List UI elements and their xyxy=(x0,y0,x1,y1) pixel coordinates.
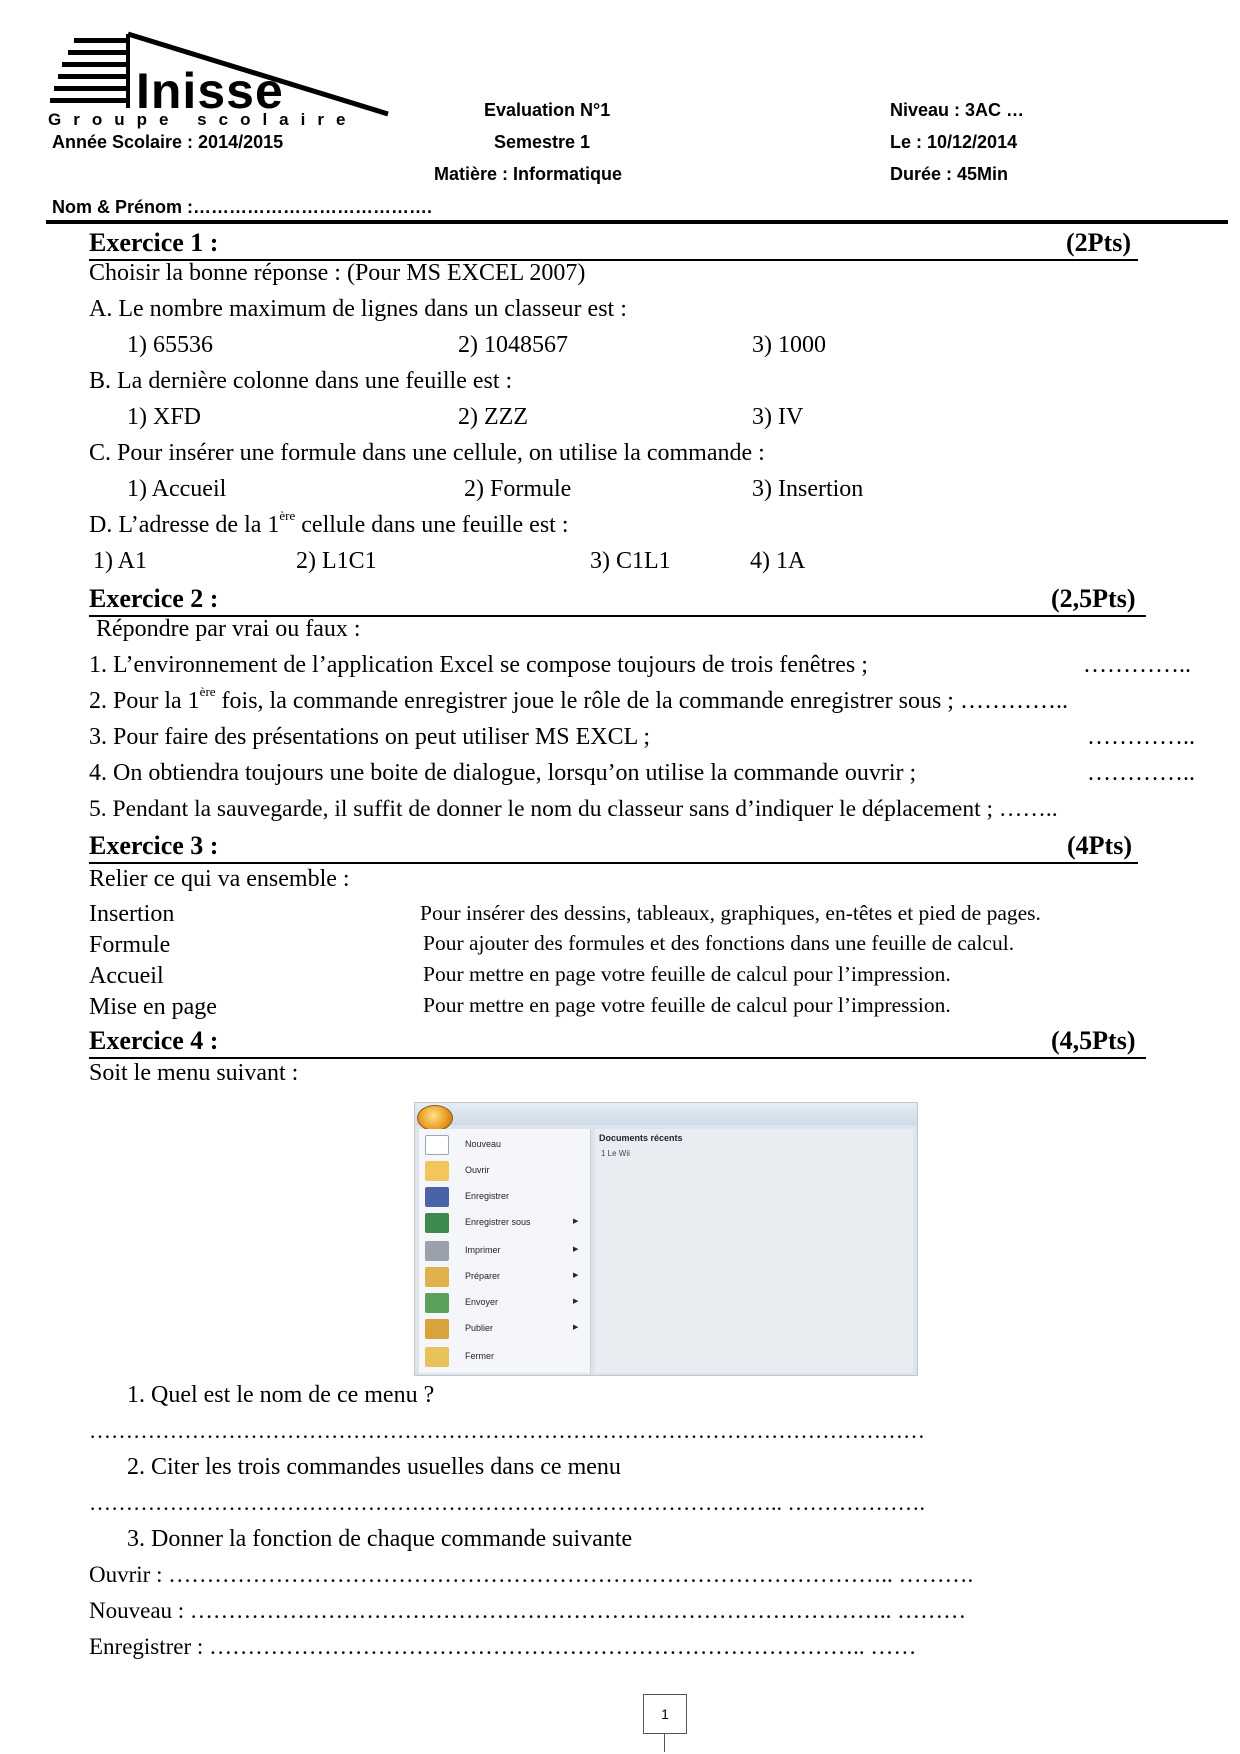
ex4-answer-2[interactable]: ………………………………………………………………………………….. ………………. xyxy=(89,1490,925,1515)
header-divider xyxy=(46,220,1228,224)
ex4-instruction: Soit le menu suivant : xyxy=(89,1060,299,1086)
level: Niveau : 3AC … xyxy=(890,100,1025,120)
office-menu xyxy=(419,1129,591,1373)
ex1-qD-pre: D. L’adresse de la 1 xyxy=(89,512,280,538)
ex3-left-3[interactable]: Accueil xyxy=(89,963,164,989)
ex1-qB-option3[interactable]: 3) IV xyxy=(752,404,804,430)
school-year: Année Scolaire : 2014/2015 xyxy=(52,132,284,152)
menu-item-ouvrir: Ouvrir xyxy=(425,1159,589,1183)
ex1-qC-option2[interactable]: 2) Formule xyxy=(464,476,572,502)
logo xyxy=(48,28,393,138)
ex2-statement-4: 4. On obtiendra toujours une boite de dialogue, lorsqu’on utilise la commande ouvrir ; xyxy=(89,760,917,786)
ex2-answer-4[interactable]: ………….. xyxy=(1087,760,1195,786)
date: Le : 10/12/2014 xyxy=(890,132,1018,152)
ex2-statement-5: 5. Pendant la sauvegarde, il suffit de donner le nom du classeur sans d’indiquer le déplacement ; …….. xyxy=(89,796,1058,822)
ex1-qA-option3[interactable]: 3) 1000 xyxy=(752,332,826,358)
menu-item-publier: Publier ▶ xyxy=(425,1317,589,1341)
ex1-qD-post: cellule dans une feuille est : xyxy=(295,512,569,538)
menu-item-enregistrer: Enregistrer xyxy=(425,1185,589,1209)
ex4-underline xyxy=(89,1057,1146,1059)
menu-item-imprimer: Imprimer ▶ xyxy=(425,1239,589,1263)
recent-documents-title: Documents récents xyxy=(599,1133,683,1143)
ex2-title: Exercice 2 : xyxy=(89,584,219,613)
ex2-s2-post: fois, la commande enregistrer joue le rôle de la commande enregistrer sous ; ………….. xyxy=(215,688,1068,714)
ex4-points: (4,5Pts) xyxy=(1051,1026,1136,1055)
quick-access-toolbar xyxy=(415,1103,917,1125)
ex4-line-ouvrir[interactable]: Ouvrir : ………………………………………………………………………………….. ………. xyxy=(89,1562,974,1587)
ex3-right-1[interactable]: Pour insérer des dessins, tableaux, graphiques, en-têtes et pied de pages. xyxy=(420,901,1041,925)
prepare-icon xyxy=(425,1267,449,1287)
ex2-statement-1: 1. L’environnement de l’application Excel se compose toujours de trois fenêtres ; xyxy=(89,652,868,678)
recent-document-item: 1 Le Wii xyxy=(601,1149,630,1158)
ex3-instruction: Relier ce qui va ensemble : xyxy=(89,866,350,892)
duration: Durée : 45Min xyxy=(890,164,1009,184)
ex3-right-3[interactable]: Pour mettre en page votre feuille de calcul pour l’impression. xyxy=(423,962,951,986)
ex1-qC-option3[interactable]: 3) Insertion xyxy=(752,476,864,502)
name-field[interactable]: Nom & Prénom :…………………………………. xyxy=(52,197,433,217)
ex3-left-1[interactable]: Insertion xyxy=(89,901,175,927)
folder-icon xyxy=(425,1161,449,1181)
menu-item-nouveau: Nouveau xyxy=(425,1133,589,1157)
menu-item-envoyer: Envoyer ▶ xyxy=(425,1291,589,1315)
page-number-tick xyxy=(664,1734,665,1752)
ex2-points: (2,5Pts) xyxy=(1051,584,1136,613)
ex1-qB: B. La dernière colonne dans une feuille est : xyxy=(89,368,513,394)
new-document-icon xyxy=(425,1135,449,1155)
ex4-line-nouveau[interactable]: Nouveau : ……………………………………………………………………………….. ……… xyxy=(89,1598,967,1623)
close-folder-icon xyxy=(425,1347,449,1367)
ex4-line-enregistrer[interactable]: Enregistrer : ………………………………………………………………………….. …… xyxy=(89,1634,917,1659)
ex1-qB-option2[interactable]: 2) ZZZ xyxy=(458,404,528,430)
send-icon xyxy=(425,1293,449,1313)
logo-name: Inisse xyxy=(136,63,284,119)
ex1-qA-option1[interactable]: 1) 65536 xyxy=(127,332,213,358)
ex3-right-4[interactable]: Pour mettre en page votre feuille de calcul pour l’impression. xyxy=(423,993,951,1017)
semester: Semestre 1 xyxy=(494,132,591,152)
ex4-question-3: 3. Donner la fonction de chaque commande suivante xyxy=(127,1526,633,1552)
ex3-points: (4Pts) xyxy=(1067,831,1132,860)
ex1-qD-option2[interactable]: 2) L1C1 xyxy=(296,548,377,574)
ex1-qD-option4[interactable]: 4) 1A xyxy=(750,548,806,574)
ex1-qC: C. Pour insérer une formule dans une cellule, on utilise la commande : xyxy=(89,440,765,466)
ex2-s2-pre: 2. Pour la 1 xyxy=(89,688,200,714)
ex4-answer-1[interactable]: …………………………………………………………………………………………………… xyxy=(89,1418,925,1443)
ex4-question-1: 1. Quel est le nom de ce menu ? xyxy=(127,1382,435,1408)
ex1-qC-option1[interactable]: 1) Accueil xyxy=(127,476,227,502)
publish-icon xyxy=(425,1319,449,1339)
ex2-instruction: Répondre par vrai ou faux : xyxy=(96,616,361,642)
ex2-statement-3: 3. Pour faire des présentations on peut utiliser MS EXCL ; xyxy=(89,724,651,750)
ex1-instruction: Choisir la bonne réponse : (Pour MS EXCEL 2007) xyxy=(89,260,586,286)
evaluation-title: Evaluation N°1 xyxy=(484,100,611,120)
ex1-qD-option1[interactable]: 1) A1 xyxy=(93,548,147,574)
ex3-right-2[interactable]: Pour ajouter des formules et des fonctions dans une feuille de calcul. xyxy=(423,931,1015,955)
ex2-statement-2 xyxy=(89,684,1068,715)
office-menu-screenshot xyxy=(414,1102,918,1376)
save-icon xyxy=(425,1187,449,1207)
ex4-question-2: 2. Citer les trois commandes usuelles dans ce menu xyxy=(127,1454,621,1480)
ex1-qD xyxy=(89,508,569,539)
ex1-points: (2Pts) xyxy=(1066,228,1131,257)
ex2-answer-3[interactable]: ………….. xyxy=(1087,724,1195,750)
page-number: 1 xyxy=(643,1694,687,1734)
ex1-title: Exercice 1 : xyxy=(89,228,219,257)
menu-item-preparer: Préparer ▶ xyxy=(425,1265,589,1289)
ex1-qD-option3[interactable]: 3) C1L1 xyxy=(590,548,671,574)
ex1-qA: A. Le nombre maximum de lignes dans un classeur est : xyxy=(89,296,627,322)
menu-item-enregistrer-sous: Enregistrer sous ▶ xyxy=(425,1211,589,1235)
ex2-s2-sup: ère xyxy=(199,684,216,699)
ex3-title: Exercice 3 : xyxy=(89,831,219,860)
office-button-icon xyxy=(417,1105,453,1131)
ex1-qA-option2[interactable]: 2) 1048567 xyxy=(458,332,568,358)
ex1-qD-sup: ère xyxy=(279,508,296,523)
save-as-icon xyxy=(425,1213,449,1233)
menu-item-fermer: Fermer xyxy=(425,1345,589,1369)
printer-icon xyxy=(425,1241,449,1261)
logo-subtitle: Groupe scolaire xyxy=(48,110,358,129)
ex3-left-2[interactable]: Formule xyxy=(89,932,171,958)
ex3-underline xyxy=(89,862,1138,864)
ex4-title: Exercice 4 : xyxy=(89,1026,219,1055)
ex3-left-4[interactable]: Mise en page xyxy=(89,994,217,1020)
subject: Matière : Informatique xyxy=(434,164,623,184)
ex2-answer-1[interactable]: ………….. xyxy=(1083,652,1191,678)
recent-documents-panel xyxy=(595,1129,913,1373)
ex1-qB-option1[interactable]: 1) XFD xyxy=(127,404,202,430)
